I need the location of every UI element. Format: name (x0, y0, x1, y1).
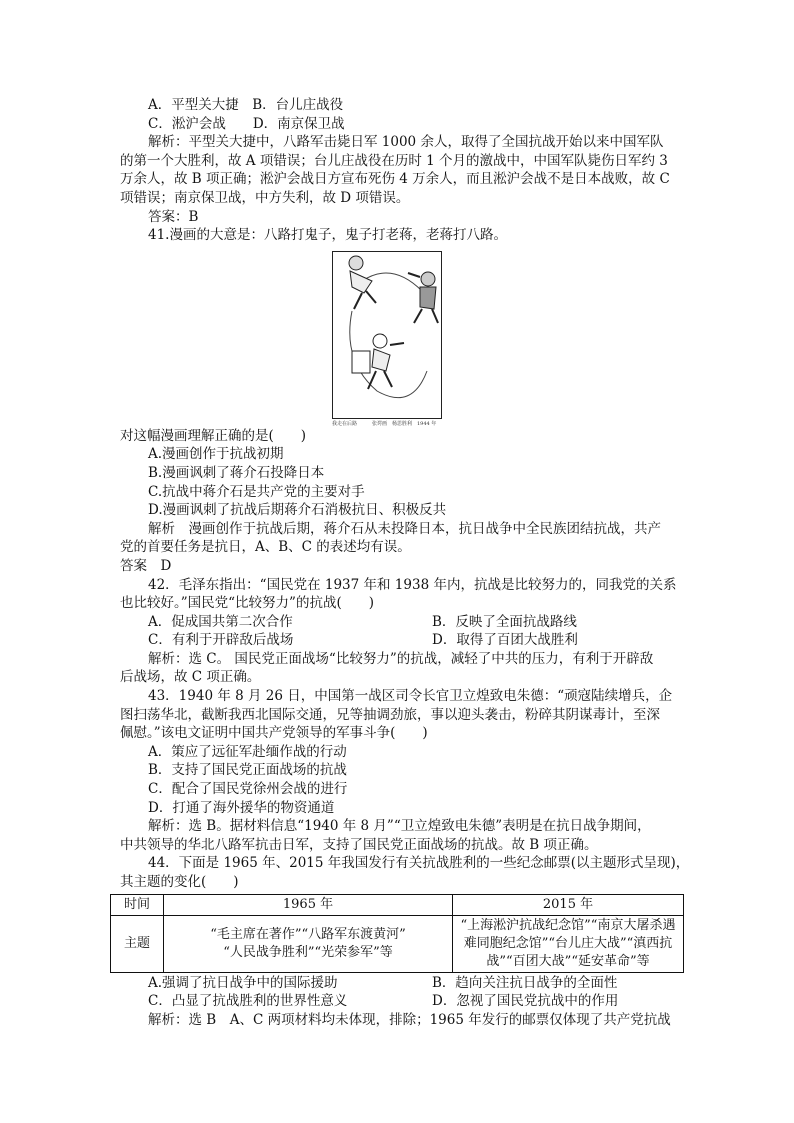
q44-options-row2 (120, 992, 680, 1011)
q44-option-c: C．凸显了抗战胜利的世界性意义 (148, 993, 348, 1010)
q44-option-a: A.强调了抗日战争中的国际援助 (148, 974, 338, 991)
q42-stem: 42．毛泽东指出：“国民党在 1937 年和 1938 年内，抗战是比较努力的，同我党的关系 (148, 576, 677, 593)
page-content (120, 96, 690, 1029)
table-row (111, 894, 684, 915)
table-header-cell: 1965 年 (164, 894, 453, 915)
q44-analysis: 解析：选 B A、C 两项材料均未体现，排除；1965 年发行的邮票仅体现了共产党抗战 (148, 1011, 671, 1028)
q40-options-cd: C．淞沪会战 D．南京保卫战 (148, 115, 345, 132)
q40-analysis-cont: 项错误；南京保卫战，中方失利，故 D 项错误。 (120, 189, 410, 206)
table-header-cell: 时间 (111, 894, 164, 915)
q41-option-a: A.漫画创作于抗战初期 (148, 446, 284, 463)
q42-options-row2 (120, 631, 680, 650)
q44-option-d: D．忽视了国民党抗战中的作用 (432, 993, 619, 1010)
q43-analysis: 解析：选 B。据材料信息“1940 年 8 月”“卫立煌致电朱德”表明是在抗日战争期间， (148, 818, 651, 835)
q43-stem-cont: 图扫荡华北，截断我西北国际交通，兄等抽调劲旅，事以迎头袭击，粉碎其阴谋毒计，至深 (120, 706, 660, 723)
q42-option-c: C．有利于开辟敌后战场 (148, 632, 294, 649)
q40-options-ab: A．平型关大捷 B．台儿庄战役 (148, 97, 344, 113)
q41-question: 对这幅漫画理解正确的是( ) (120, 427, 307, 444)
table-cell-line: “毛主席在著作”“八路军东渡黄河” (210, 926, 406, 942)
q44-stem-cont: 其主题的变化( ) (120, 874, 239, 890)
q43-analysis-cont: 中共领导的华北八路军抗击日军，支持了国民党正面战场的抗战。故 B 项正确。 (120, 836, 598, 853)
q43-option-d: D．打通了海外援华的物资通道 (148, 799, 335, 816)
q42-options-row1 (120, 613, 680, 632)
q43-option-c: C．配合了国民党徐州会战的进行 (148, 781, 348, 798)
q44-options-row1 (120, 974, 680, 993)
table-cell-line: 战”“百团大战”“延安革命”等 (486, 953, 650, 969)
stamp-theme-table (110, 894, 684, 973)
table-cell-line: “上海淞沪抗战纪念馆”“南京大屠杀遇 (460, 917, 676, 933)
q44-stem: 44．下面是 1965 年、2015 年我国发行有关抗战胜利的一些纪念邮票(以主题形式呈现)， (148, 855, 690, 872)
q40-analysis-cont: 万余人，故 B 项正确；淞沪会战日方宣布死伤 4 万余人，而且淞沪会战不是日本战败，故 C (120, 171, 670, 188)
table-row (111, 915, 684, 972)
q41-analysis: 解析 漫画创作于抗战后期，蒋介石从未投降日本，抗日战争中全民族团结抗战，共产 (148, 520, 661, 537)
q43-stem: 43．1940 年 8 月 26 日，中国第一战区司令长官卫立煌致电朱德：“顽寇陆续增兵，企 (148, 688, 673, 705)
q41-option-d: D.漫画讽刺了抗战后期蒋介石消极抗日、积极反共 (148, 502, 447, 519)
cartoon-drawing (332, 251, 442, 419)
q42-option-d: D．取得了百团大战胜利 (432, 632, 578, 649)
q42-analysis: 解析：选 C。 国民党正面战场“比较努力”的抗战，减轻了中共的压力，有利于开辟敌 (148, 650, 654, 667)
q42-option-a: A．促成国共第二次合作 (148, 613, 293, 630)
q40-analysis: 解析：平型关大捷中，八路军击毙日军 1000 余人，取得了全国抗战开始以来中国军队 (148, 134, 664, 151)
q40-analysis-cont: 的第一个大胜利，故 A 项错误；台儿庄战役在历时 1 个月的激战中，中国军队毙伤日军约 3 (120, 152, 668, 169)
q42-option-b: B．反映了全面抗战路线 (432, 613, 577, 630)
table-cell-line: “人民战争胜利”“光荣参军”等 (223, 944, 393, 960)
q41-answer: 答案 D (120, 557, 172, 574)
table-cell-line: 难同胞纪念馆”“台儿庄大战”“滇西抗 (463, 935, 673, 951)
q42-analysis-cont: 后战场，故 C 项正确。 (120, 669, 261, 686)
q41-option-b: B.漫画讽刺了蒋介石投降日本 (148, 464, 325, 481)
q41-analysis-cont: 党的首要任务是抗日，A、B、C 的表述均有误。 (120, 539, 411, 556)
cartoon-caption: 我走在后路 张谔画 杨思胜利 1944 年 (332, 420, 437, 427)
table-cell (164, 915, 453, 972)
q41-stem: 41.漫画的大意是：八路打鬼子，鬼子打老蒋，老蒋打八路。 (148, 227, 507, 244)
q44-option-b: B．趋向关注抗日战争的全面性 (432, 974, 618, 991)
q40-answer: 答案：B (148, 208, 199, 225)
cartoon-image (332, 251, 442, 419)
table-header-cell: 2015 年 (453, 894, 684, 915)
q42-stem-cont: 也比较好。”国民党“比较努力”的抗战( ) (120, 595, 374, 612)
table-cell: 主题 (111, 915, 164, 972)
q43-option-b: B．支持了国民党正面战场的抗战 (148, 762, 347, 779)
q41-option-c: C.抗战中蒋介石是共产党的主要对手 (148, 483, 365, 500)
table-cell (453, 915, 684, 972)
q43-stem-cont: 佩慰。”该电文证明中国共产党领导的军事斗争( ) (120, 725, 428, 742)
q43-option-a: A．策应了远征军赴缅作战的行动 (148, 743, 347, 760)
